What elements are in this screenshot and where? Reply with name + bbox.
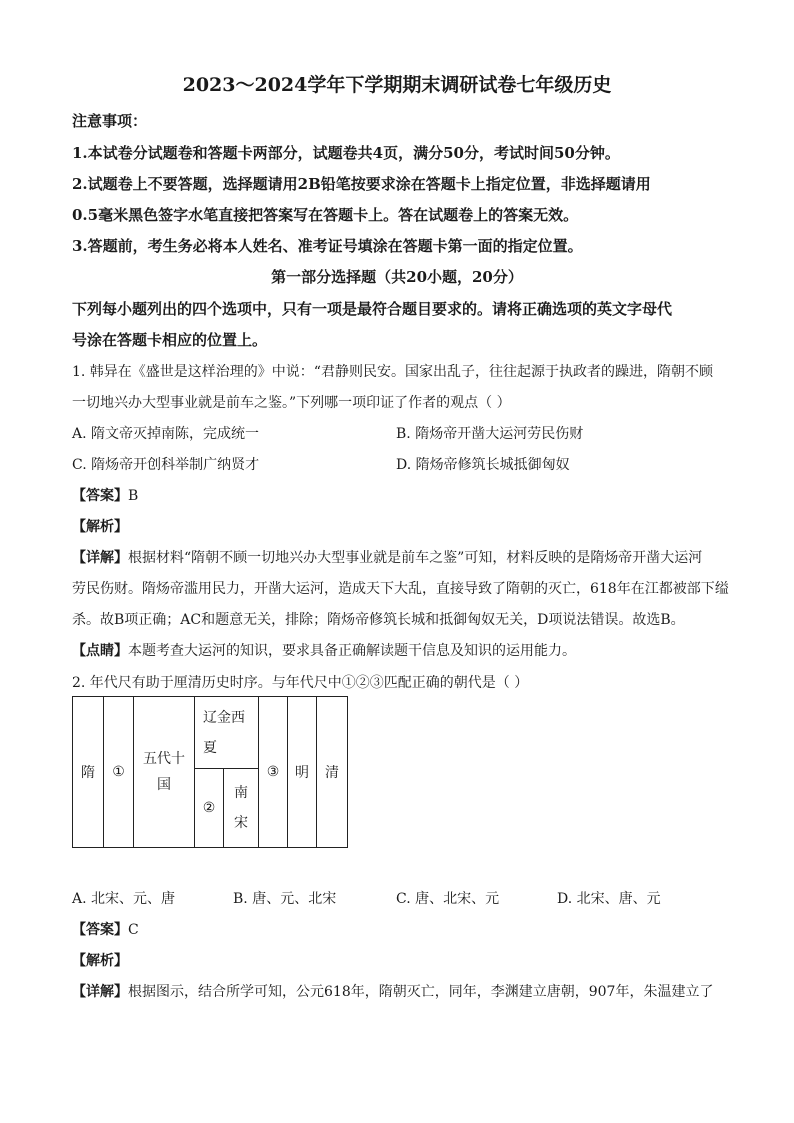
detail-tag: 【详解】: [72, 550, 128, 566]
notice-item: 1.本试卷分试题卷和答题卡两部分，试题卷共4页，满分50分，考试时间50分钟。: [72, 144, 620, 162]
q2-option-a: A. 北宋、元、唐: [72, 891, 176, 907]
detail-tag: 【详解】: [72, 984, 128, 1000]
timeline-cell: ②: [195, 769, 224, 848]
timeline-cell: 隋: [73, 697, 104, 848]
q2-analysis-tag: 【解析】: [72, 953, 128, 969]
point-text: 本题考查大运河的知识，要求具备正确解读题干信息及知识的运用能力。: [128, 643, 576, 659]
timeline-table: [72, 696, 348, 848]
q2-answer: [72, 919, 139, 939]
q1-option-c: C. 隋炀帝开创科举制广纳贤才: [72, 457, 260, 473]
timeline-cell: 南 宋: [224, 769, 259, 848]
timeline-cell: ③: [259, 697, 288, 848]
q2-stem: 2. 年代尺有助于厘清历史时序。与年代尺中①②③匹配正确的朝代是（ ）: [72, 675, 529, 691]
section-instruction: 下列每小题列出的四个选项中，只有一项是最符合题目要求的。请将正确选项的英文字母代: [72, 300, 673, 318]
timeline-cell: 五代十 国: [134, 697, 195, 848]
q1-stem: 1. 韩异在《盛世是这样治理的》中说：“君静则民安。国家出乱子，往往起源于执政者的躁进，隋朝不顾: [72, 364, 713, 380]
q1-detail: [72, 547, 702, 567]
q1-stem: 一切地兴办大型事业就是前车之鉴。”下列哪一项印证了作者的观点（ ）: [72, 395, 511, 411]
q2-detail: [72, 981, 713, 1001]
answer-tag: 【答案】: [72, 488, 128, 504]
page-title: 2023～2024学年下学期期末调研试卷七年级历史: [182, 74, 612, 96]
notice-item: 2.试题卷上不要答题，选择题请用2B铅笔按要求涂在答题卡上指定位置，非选择题请用: [72, 175, 651, 193]
q1-analysis-tag: 【解析】: [72, 519, 128, 535]
q1-detail-text: 劳民伤财。隋炀帝滥用民力，开凿大运河，造成天下大乱，直接导致了隋朝的灭亡，618年在江都被部下缢: [72, 581, 729, 597]
q1-detail-text: 杀。故B项正确；AC和题意无关，排除；隋炀帝修筑长城和抵御匈奴无关，D项说法错误。故选B。: [72, 612, 685, 628]
q1-option-a: A. 隋文帝灭掉南陈，完成统一: [72, 426, 260, 442]
notice-heading: 注意事项：: [72, 112, 148, 130]
answer-value: B: [128, 488, 139, 504]
notice-item: 0.5毫米黑色签字水笔直接把答案写在答题卡上。答在试题卷上的答案无效。: [72, 206, 579, 224]
answer-tag: 【答案】: [72, 922, 128, 938]
section-title: 第一部分选择题（共20小题，20分）: [271, 268, 523, 286]
q2-option-c: C. 唐、北宋、元: [396, 891, 500, 907]
answer-value: C: [128, 922, 139, 938]
notice-item: 3.答题前，考生务必将本人姓名、准考证号填涂在答题卡第一面的指定位置。: [72, 237, 583, 255]
q2-option-d: D. 北宋、唐、元: [557, 891, 661, 907]
timeline-cell: 辽金西 夏: [195, 697, 259, 769]
timeline-cell: 明: [288, 697, 317, 848]
detail-text: 根据图示，结合所学可知，公元618年，隋朝灭亡，同年，李渊建立唐朝，907年，朱温建立了: [128, 984, 714, 1000]
point-tag: 【点睛】: [72, 643, 128, 659]
q1-option-d: D. 隋炀帝修筑长城抵御匈奴: [396, 457, 570, 473]
q1-point: [72, 640, 576, 660]
timeline-cell: ①: [104, 697, 134, 848]
detail-text: 根据材料“隋朝不顾一切地兴办大型事业就是前车之鉴”可知，材料反映的是隋炀帝开凿大运河: [128, 550, 703, 566]
section-instruction: 号涂在答题卡相应的位置上。: [72, 331, 268, 349]
q1-option-b: B. 隋炀帝开凿大运河劳民伤财: [396, 426, 584, 442]
timeline-cell: 清: [317, 697, 348, 848]
q1-answer: [72, 485, 138, 505]
q2-option-b: B. 唐、元、北宋: [233, 891, 337, 907]
